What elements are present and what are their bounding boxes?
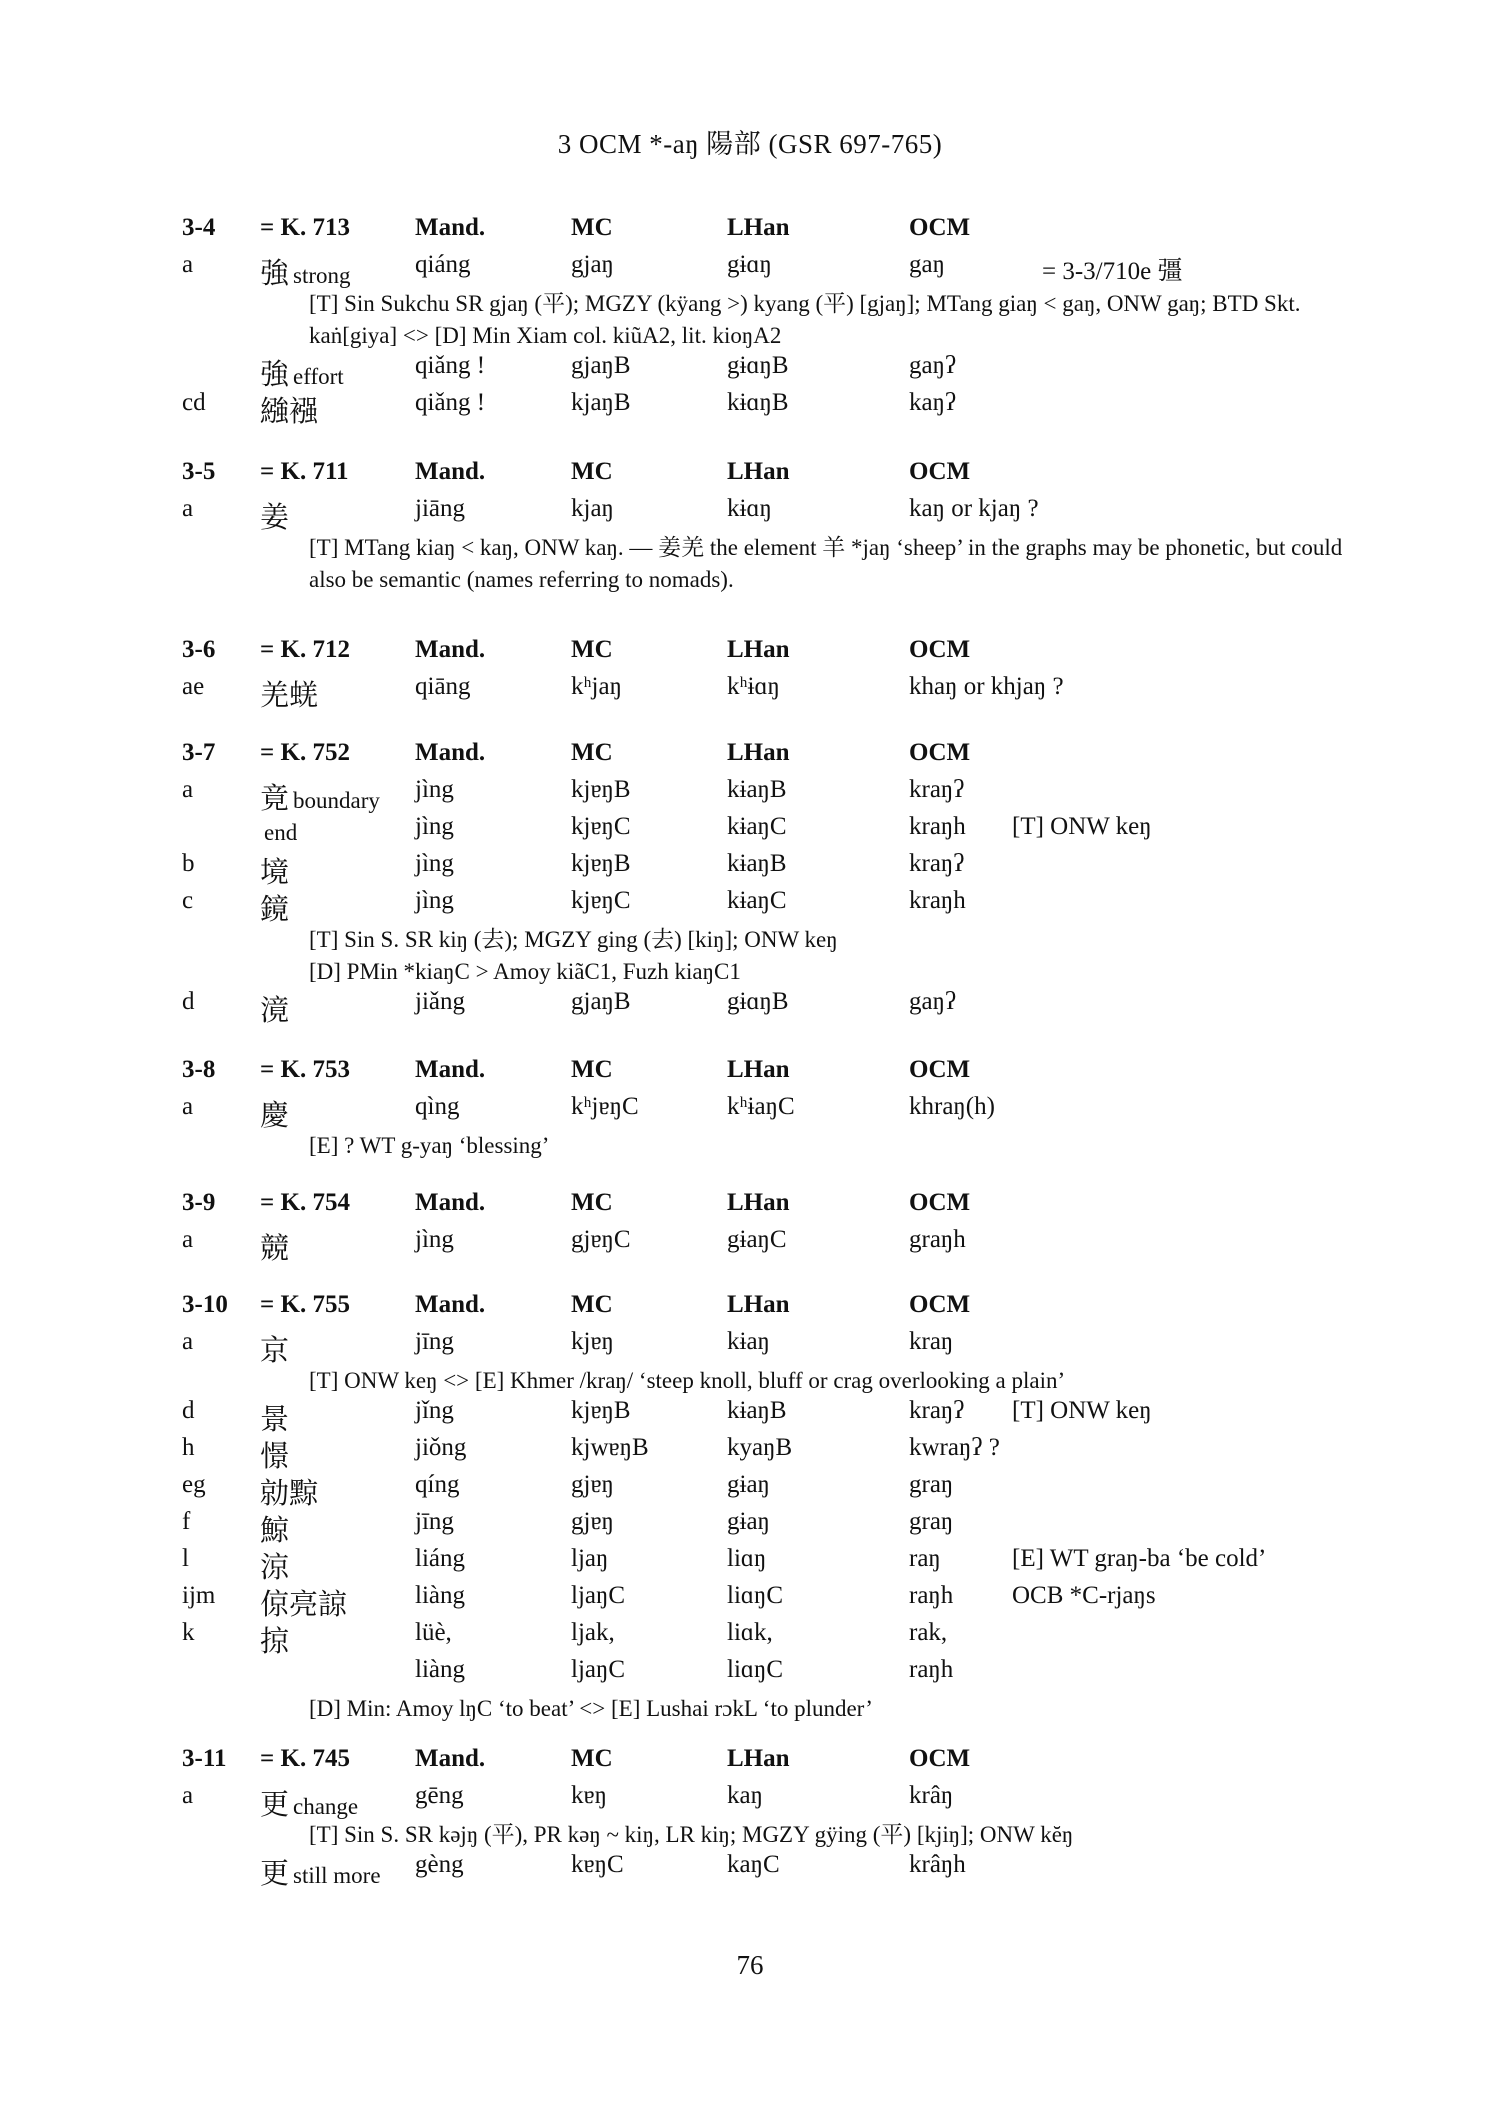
mand-reading: qiáng (415, 251, 471, 278)
entry-row (182, 495, 1382, 532)
graph-cell (260, 1582, 347, 1623)
mc-reading: kʰjaŋ (571, 673, 622, 700)
lhan-reading: kaŋC (727, 1851, 780, 1878)
row-letter: k (182, 1619, 195, 1646)
graph-cell (260, 887, 289, 928)
ocm-reading: krâŋh (909, 1851, 966, 1878)
ocm-reading: krâŋ (909, 1782, 954, 1809)
graph-cell (260, 1226, 289, 1267)
entry-row (182, 813, 1382, 850)
graph-cell (260, 988, 289, 1029)
ocm-reading: gaŋʔ (909, 352, 957, 379)
mc-reading: ljaŋC (571, 1582, 626, 1609)
graph-char: 竟 (260, 781, 290, 815)
row-letter: a (182, 495, 194, 522)
lhan-reading: kɨaŋ (727, 1328, 770, 1355)
mand-reading: jìng (415, 813, 454, 840)
graph-char: 景 (260, 1402, 290, 1436)
col-ocm-header: OCM (909, 1745, 971, 1772)
lhan-reading: gɨɑŋB (727, 988, 789, 1015)
entry-row (182, 1093, 1382, 1130)
page-number: 76 (736, 1950, 764, 1980)
col-ocm-header: OCM (909, 214, 971, 241)
graph-cell (260, 1545, 289, 1586)
entry-row (182, 1508, 1382, 1545)
graph-cell (260, 1619, 289, 1660)
row-letter: eg (182, 1471, 206, 1498)
mand-reading: jìng (415, 887, 454, 914)
gloss: strong (293, 263, 351, 288)
lhan-reading: kʰɨaŋC (727, 1093, 795, 1120)
mc-reading: kjɐŋB (571, 776, 631, 803)
lhan-reading: kɨaŋB (727, 776, 787, 803)
entry-id: 3-11 (182, 1745, 227, 1772)
entry-row (182, 1434, 1382, 1471)
ocm-reading: khaŋ or khjaŋ ? (909, 673, 1064, 700)
entry-id: 3-10 (182, 1291, 228, 1318)
lhan-reading: gɨɑŋ (727, 251, 772, 278)
mc-reading: gjɐŋC (571, 1226, 631, 1253)
ocm-reading: raŋh (909, 1656, 954, 1683)
col-mc-header: MC (571, 214, 613, 241)
lhan-reading: kɨaŋB (727, 850, 787, 877)
mc-reading: kjɐŋC (571, 887, 631, 914)
row-letter: f (182, 1508, 191, 1535)
entry-row (182, 776, 1382, 813)
entry-section (182, 214, 1382, 426)
col-lhan-header: LHan (727, 1745, 790, 1772)
entry-row (182, 1582, 1382, 1619)
col-mand-header: Mand. (415, 1056, 486, 1083)
entry-id: 3-9 (182, 1189, 216, 1216)
entry-note: [T] Sin S. SR kiŋ (去); MGZY ging (去) [kiŋ]; ONW keŋ (309, 927, 838, 952)
lhan-reading: kɨɑŋ (727, 495, 772, 522)
mc-reading: gjɐŋ (571, 1508, 614, 1535)
graph-char: 更 (260, 1787, 290, 1821)
graph-char: 強 (260, 256, 290, 290)
mand-reading: jiǎng (415, 988, 465, 1015)
mand-reading: lüè, (415, 1619, 452, 1646)
extra-note: [T] ONW keŋ (1012, 1397, 1152, 1424)
graph-cell (260, 1397, 289, 1438)
col-mc-header: MC (571, 739, 613, 766)
mc-reading: kɐŋ (571, 1782, 607, 1809)
ocm-reading: kraŋʔ (909, 1397, 965, 1424)
col-mc-header: MC (571, 1291, 613, 1318)
graph-cell (260, 850, 289, 891)
row-letter: d (182, 988, 195, 1015)
page-header: 3 OCM *-aŋ 陽部 (GSR 697-765) (557, 129, 943, 159)
entry-section (182, 636, 1382, 710)
graph-char: 強 (260, 357, 290, 391)
lhan-reading: gɨɑŋB (727, 352, 789, 379)
karlgren-ref: = K. 752 (260, 739, 350, 766)
col-ocm-header: OCM (909, 1189, 971, 1216)
lhan-reading: kɨɑŋB (727, 389, 789, 416)
mand-reading: jīng (415, 1508, 454, 1535)
row-letter: d (182, 1397, 195, 1424)
karlgren-ref: = K. 745 (260, 1745, 350, 1772)
entry-row (182, 1471, 1382, 1508)
extra-note: [T] ONW keŋ (1012, 813, 1152, 840)
entry-header (182, 1291, 1382, 1328)
ocm-reading: rak, (909, 1619, 948, 1646)
entry-row (182, 887, 1382, 924)
entry-note: [T] Sin S. SR kəjŋ (平), PR kəŋ ~ kiŋ, LR kiŋ; MGZY gÿing (平) [kjiŋ]; ONW kĕŋ (309, 1822, 1074, 1847)
graph-char: 鏡 (260, 892, 290, 926)
mc-reading: ljaŋ (571, 1545, 609, 1572)
graph-char: 繈襁 (260, 394, 319, 428)
col-mc-header: MC (571, 1745, 613, 1772)
lhan-reading: liɑŋC (727, 1582, 784, 1609)
col-mc-header: MC (571, 636, 613, 663)
entry-note: [T] ONW keŋ <> [E] Khmer /kraŋ/ ‘steep knoll, bluff or crag overlooking a plain’ (309, 1368, 1066, 1393)
ocm-reading: kaŋ or kjaŋ ? (909, 495, 1039, 522)
entry-note: [T] Sin Sukchu SR gjaŋ (平); MGZY (kÿang >) kyang (平) [gjaŋ]; MTang giaŋ < gaŋ, ONW gaŋ; BTD Skt. kaṅ[giya] <> [D] Min Xiam col. kiũA2, lit. kioŋA2 (309, 291, 1301, 348)
lhan-reading: kɨaŋC (727, 887, 787, 914)
graph-cell (260, 1471, 318, 1512)
graph-cell (260, 813, 297, 847)
mc-reading: ljaŋC (571, 1656, 626, 1683)
row-letter: c (182, 887, 194, 914)
mc-reading: kjɐŋC (571, 813, 631, 840)
graph-cell (260, 352, 344, 393)
entry-row (182, 1619, 1382, 1656)
entry-section (182, 458, 1382, 596)
col-mc-header: MC (571, 1056, 613, 1083)
mand-reading: jìng (415, 850, 454, 877)
mand-reading: qiǎng ! (415, 352, 486, 379)
lhan-reading: gɨaŋC (727, 1226, 787, 1253)
row-letter: cd (182, 389, 206, 416)
entry-section (182, 1291, 1382, 1725)
mand-reading: jìng (415, 1226, 454, 1253)
entry-section (182, 1745, 1382, 1888)
mand-reading: jìng (415, 776, 454, 803)
mand-reading: jiāng (415, 495, 465, 522)
entry-id: 3-5 (182, 458, 216, 485)
mc-reading: gjaŋB (571, 352, 631, 379)
karlgren-ref: = K. 754 (260, 1189, 350, 1216)
extra-note: [E] WT graŋ-ba ‘be cold’ (1012, 1545, 1267, 1572)
mc-reading: kjwɐŋB (571, 1434, 649, 1461)
col-mand-header: Mand. (415, 1745, 486, 1772)
row-letter: ijm (182, 1582, 216, 1609)
ocm-reading: kraŋh (909, 887, 966, 914)
mand-reading: liáng (415, 1545, 465, 1572)
mand-reading: qiǎng ! (415, 389, 486, 416)
col-ocm-header: OCM (909, 739, 971, 766)
col-lhan-header: LHan (727, 636, 790, 663)
graph-char: 羌蜣 (260, 678, 319, 712)
row-letter: a (182, 776, 194, 803)
graph-cell (260, 1434, 289, 1475)
graph-cell (260, 776, 380, 817)
karlgren-ref: = K. 755 (260, 1291, 350, 1318)
col-ocm-header: OCM (909, 1056, 971, 1083)
entry-row (182, 673, 1382, 710)
entry-section (182, 739, 1382, 1025)
row-letter: a (182, 1328, 194, 1355)
mc-reading: gjaŋB (571, 988, 631, 1015)
mand-reading: jǐng (415, 1397, 454, 1424)
graph-char: 滰 (260, 993, 290, 1027)
lhan-reading: gɨaŋ (727, 1471, 770, 1498)
mc-reading: kjɐŋB (571, 850, 631, 877)
row-letter: a (182, 1093, 194, 1120)
ocm-reading: kraŋ (909, 1328, 954, 1355)
lhan-reading: liɑŋ (727, 1545, 767, 1572)
lhan-reading: kɨaŋC (727, 813, 787, 840)
mc-reading: kʰjɐŋC (571, 1093, 639, 1120)
gloss: effort (293, 364, 344, 389)
mand-reading: liàng (415, 1582, 465, 1609)
col-mc-header: MC (571, 458, 613, 485)
karlgren-ref: = K. 753 (260, 1056, 350, 1083)
karlgren-ref: = K. 713 (260, 214, 350, 241)
entry-row (182, 1328, 1382, 1365)
row-letter: ae (182, 673, 205, 700)
mand-reading: qíng (415, 1471, 460, 1498)
ocm-reading: kwraŋʔ ? (909, 1434, 1000, 1461)
ocm-reading: gaŋʔ (909, 988, 957, 1015)
mc-reading: ljak, (571, 1619, 615, 1646)
extra-note: OCB *C-rjaŋs (1012, 1582, 1156, 1609)
karlgren-ref: = K. 712 (260, 636, 350, 663)
ocm-reading: graŋ (909, 1508, 954, 1535)
col-mand-header: Mand. (415, 1291, 486, 1318)
entry-section (182, 1189, 1382, 1263)
entry-row (182, 1397, 1382, 1434)
lhan-reading: kɨaŋB (727, 1397, 787, 1424)
graph-char: 姜 (260, 500, 290, 534)
entry-note: [E] ? WT g-yaŋ ‘blessing’ (309, 1133, 550, 1158)
entry-row (182, 1851, 1382, 1888)
entry-row (182, 850, 1382, 887)
entry-header (182, 214, 1382, 251)
graph-char: 涼 (260, 1550, 290, 1584)
entry-note: [D] Min: Amoy lŋC ‘to beat’ <> [E] Lushai rɔkL ‘to plunder’ (309, 1696, 873, 1721)
lhan-reading: kyaŋB (727, 1434, 793, 1461)
graph-cell (260, 1851, 381, 1892)
graph-cell (260, 495, 289, 536)
graph-cell (260, 673, 318, 714)
entry-header (182, 1745, 1382, 1782)
row-letter: a (182, 1226, 194, 1253)
gloss: change (293, 1794, 359, 1819)
graph-char: 京 (260, 1333, 290, 1367)
mand-reading: jīng (415, 1328, 454, 1355)
mc-reading: gjaŋ (571, 251, 614, 278)
mand-reading: gēng (415, 1782, 464, 1809)
row-letter: l (182, 1545, 189, 1572)
lhan-reading: gɨaŋ (727, 1508, 770, 1535)
entry-note: [D] PMin *kiaŋC > Amoy kiãC1, Fuzh kiaŋC1 (309, 959, 741, 984)
entry-id: 3-4 (182, 214, 216, 241)
graph-cell (260, 251, 351, 292)
col-ocm-header: OCM (909, 1291, 971, 1318)
col-mand-header: Mand. (415, 636, 486, 663)
entry-section (182, 1056, 1382, 1162)
graph-cell (260, 1782, 358, 1823)
graph-char: 掠 (260, 1624, 290, 1658)
ocm-reading: gaŋ (909, 251, 945, 278)
entry-header (182, 458, 1382, 495)
ocm-reading: kraŋʔ (909, 776, 965, 803)
gloss: end (264, 820, 298, 845)
gloss: still more (293, 1863, 381, 1888)
mand-reading: liàng (415, 1656, 465, 1683)
lhan-reading: kaŋ (727, 1782, 763, 1809)
col-lhan-header: LHan (727, 214, 790, 241)
extra-note: = 3-3/710e 彊 (1042, 258, 1183, 285)
entry-note: [T] MTang kiaŋ < kaŋ, ONW kaŋ. — 姜羌 the element 羊 *jaŋ ‘sheep’ in the graphs may be phonetic, but could also be semantic (names referring to nomads). (309, 535, 1343, 592)
entry-row (182, 251, 1382, 288)
lhan-reading: kʰɨɑŋ (727, 673, 780, 700)
col-mand-header: Mand. (415, 458, 486, 485)
col-lhan-header: LHan (727, 1189, 790, 1216)
entry-row (182, 1656, 1382, 1693)
ocm-reading: raŋ (909, 1545, 941, 1572)
entry-id: 3-7 (182, 739, 216, 766)
entry-header (182, 739, 1382, 776)
entry-id: 3-6 (182, 636, 216, 663)
col-lhan-header: LHan (727, 458, 790, 485)
col-lhan-header: LHan (727, 1056, 790, 1083)
gloss: boundary (293, 788, 380, 813)
graph-cell (260, 1508, 289, 1549)
graph-char: 憬 (260, 1439, 290, 1473)
ocm-reading: khraŋ(h) (909, 1093, 995, 1120)
ocm-reading: raŋh (909, 1582, 954, 1609)
karlgren-ref: = K. 711 (260, 458, 349, 485)
col-lhan-header: LHan (727, 739, 790, 766)
row-letter: b (182, 850, 195, 877)
ocm-reading: graŋ (909, 1471, 954, 1498)
graph-char: 競 (260, 1231, 290, 1265)
ocm-reading: kraŋh (909, 813, 966, 840)
col-mand-header: Mand. (415, 1189, 486, 1216)
mc-reading: kjɐŋB (571, 1397, 631, 1424)
entry-header (182, 1056, 1382, 1093)
mc-reading: kjaŋ (571, 495, 614, 522)
entry-row (182, 1226, 1382, 1263)
row-letter: h (182, 1434, 195, 1461)
entry-row (182, 988, 1382, 1025)
entry-id: 3-8 (182, 1056, 216, 1083)
col-mand-header: Mand. (415, 739, 486, 766)
graph-cell (260, 1093, 289, 1134)
row-letter: a (182, 251, 194, 278)
graph-cell (260, 389, 318, 430)
entry-header (182, 1189, 1382, 1226)
col-mc-header: MC (571, 1189, 613, 1216)
mand-reading: jiǒng (415, 1434, 467, 1461)
graph-char: 勍黥 (260, 1476, 319, 1510)
lhan-reading: liɑŋC (727, 1656, 784, 1683)
graph-char: 鯨 (260, 1513, 290, 1547)
graph-char: 倞亮諒 (260, 1587, 348, 1621)
mc-reading: kjaŋB (571, 389, 631, 416)
col-ocm-header: OCM (909, 458, 971, 485)
row-letter: a (182, 1782, 194, 1809)
graph-char: 境 (260, 855, 290, 889)
entry-row (182, 352, 1382, 389)
mand-reading: qiāng (415, 673, 471, 700)
ocm-reading: graŋh (909, 1226, 966, 1253)
mc-reading: kɐŋC (571, 1851, 624, 1878)
ocm-reading: kraŋʔ (909, 850, 965, 877)
ocm-reading: kaŋʔ (909, 389, 957, 416)
mand-reading: gèng (415, 1851, 464, 1878)
col-mand-header: Mand. (415, 214, 486, 241)
mc-reading: kjɐŋ (571, 1328, 614, 1355)
entry-header (182, 636, 1382, 673)
entry-row (182, 389, 1382, 426)
graph-char: 更 (260, 1856, 290, 1890)
lhan-reading: liɑk, (727, 1619, 773, 1646)
graph-char: 慶 (260, 1098, 290, 1132)
entry-row (182, 1545, 1382, 1582)
entry-row (182, 1782, 1382, 1819)
mc-reading: gjɐŋ (571, 1471, 614, 1498)
col-ocm-header: OCM (909, 636, 971, 663)
col-lhan-header: LHan (727, 1291, 790, 1318)
graph-cell (260, 1328, 289, 1369)
mand-reading: qìng (415, 1093, 460, 1120)
